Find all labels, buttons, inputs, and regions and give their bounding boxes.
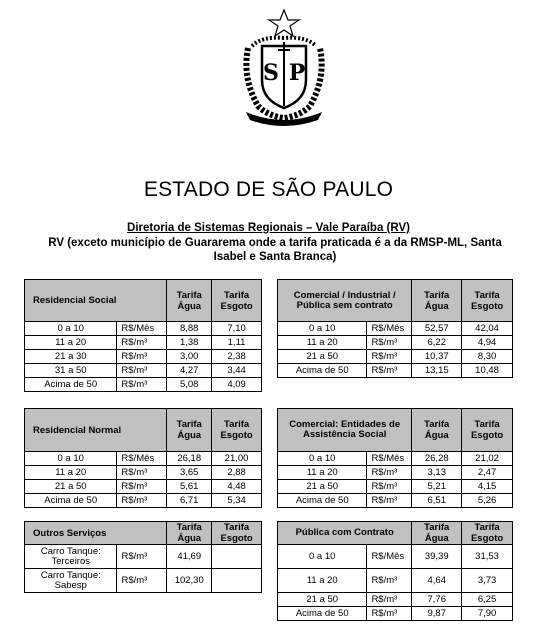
table-entidades-assistencia <box>277 408 513 508</box>
table-row: Carro Tanque: Sabesp R$/m³ 102,30 <box>25 569 262 593</box>
table-publica-contrato <box>277 521 513 621</box>
table-row: Acima de 50 R$/m³ 9,87 7,90 <box>278 607 513 621</box>
col-header-water: Tarifa Água <box>167 522 212 545</box>
table-row: Acima de 50 R$/m³ 6,71 5,34 <box>25 494 262 508</box>
table-residencial-social <box>24 279 262 392</box>
svg-text:S: S <box>263 60 279 86</box>
table-row: Acima de 50 R$/m³ 13,15 10,48 <box>278 364 513 378</box>
table-row: 21 a 50 R$/m³ 10,37 8,30 <box>278 350 513 364</box>
table-outros-servicos <box>24 521 262 593</box>
table-row: 11 a 20 R$/m³ 3,13 2,47 <box>278 466 513 480</box>
table-row: 0 a 10 R$/Mês 8,88 7,10 <box>25 322 262 336</box>
page-title: ESTADO DE SÃO PAULO <box>143 178 394 201</box>
table-row: 21 a 50 R$/m³ 5,61 4,48 <box>25 480 262 494</box>
table-row: 21 a 50 R$/m³ 5,21 4,15 <box>278 480 513 494</box>
table-title: Comercial: Entidades de Assistência Social <box>278 409 412 452</box>
coat-of-arms-emblem <box>238 8 330 126</box>
col-header-water: Tarifa Água <box>167 280 212 322</box>
table-title: Residencial Normal <box>25 409 167 452</box>
table-row: 11 a 20 R$/m³ 3,65 2,88 <box>25 466 262 480</box>
region-note: RV (exceto município de Guararema onde a tarifa praticada é a da RMSP-ML, Santa Isabel e Santa Branca) <box>48 237 502 263</box>
col-header-water: Tarifa Água <box>412 280 462 322</box>
table-row: Carro Tanque: Terceiros R$/m³ 41,69 <box>25 545 262 569</box>
table-row: 31 a 50 R$/m³ 4,27 3,44 <box>25 364 262 378</box>
table-comercial-industrial <box>277 279 513 378</box>
table-row: 0 a 10 R$/Mês 26,18 21,00 <box>25 452 262 466</box>
col-header-sewer: Tarifa Esgoto <box>212 522 262 545</box>
col-header-sewer: Tarifa Esgoto <box>462 409 513 452</box>
table-row: 0 a 10 R$/Mês 26,28 21,02 <box>278 452 513 466</box>
col-header-sewer: Tarifa Esgoto <box>462 280 513 322</box>
table-title: Residencial Social <box>25 280 167 322</box>
col-header-sewer: Tarifa Esgoto <box>462 522 513 545</box>
table-residencial-normal <box>24 408 262 508</box>
table-row: 11 a 20 R$/m³ 4,64 3,73 <box>278 569 513 593</box>
table-title: Comercial / Industrial / Pública sem contrato <box>278 280 412 322</box>
col-header-water: Tarifa Água <box>412 409 462 452</box>
table-row: Acima de 50 R$/m³ 6,51 5,26 <box>278 494 513 508</box>
col-header-water: Tarifa Água <box>167 409 212 452</box>
table-title: Pública com Contrato <box>278 522 412 545</box>
table-row: Acima de 50 R$/m³ 5,08 4,09 <box>25 378 262 392</box>
svg-text:P: P <box>288 60 306 86</box>
table-row: 11 a 20 R$/m³ 6,22 4,94 <box>278 336 513 350</box>
table-row: 21 a 50 R$/m³ 7,76 6,25 <box>278 593 513 607</box>
col-header-sewer: Tarifa Esgoto <box>212 280 262 322</box>
table-row: 21 a 30 R$/m³ 3,00 2,38 <box>25 350 262 364</box>
col-header-water: Tarifa Água <box>412 522 462 545</box>
col-header-sewer: Tarifa Esgoto <box>212 409 262 452</box>
table-row: 11 a 20 R$/m³ 1,38 1,11 <box>25 336 262 350</box>
directorate-heading: Diretoria de Sistemas Regionais – Vale Paraíba (RV) <box>127 222 410 234</box>
table-title: Outros Serviços <box>25 522 167 545</box>
table-row: 0 a 10 R$/Mês 52,57 42,04 <box>278 322 513 336</box>
table-row: 0 a 10 R$/Mês 39,39 31,53 <box>278 545 513 569</box>
